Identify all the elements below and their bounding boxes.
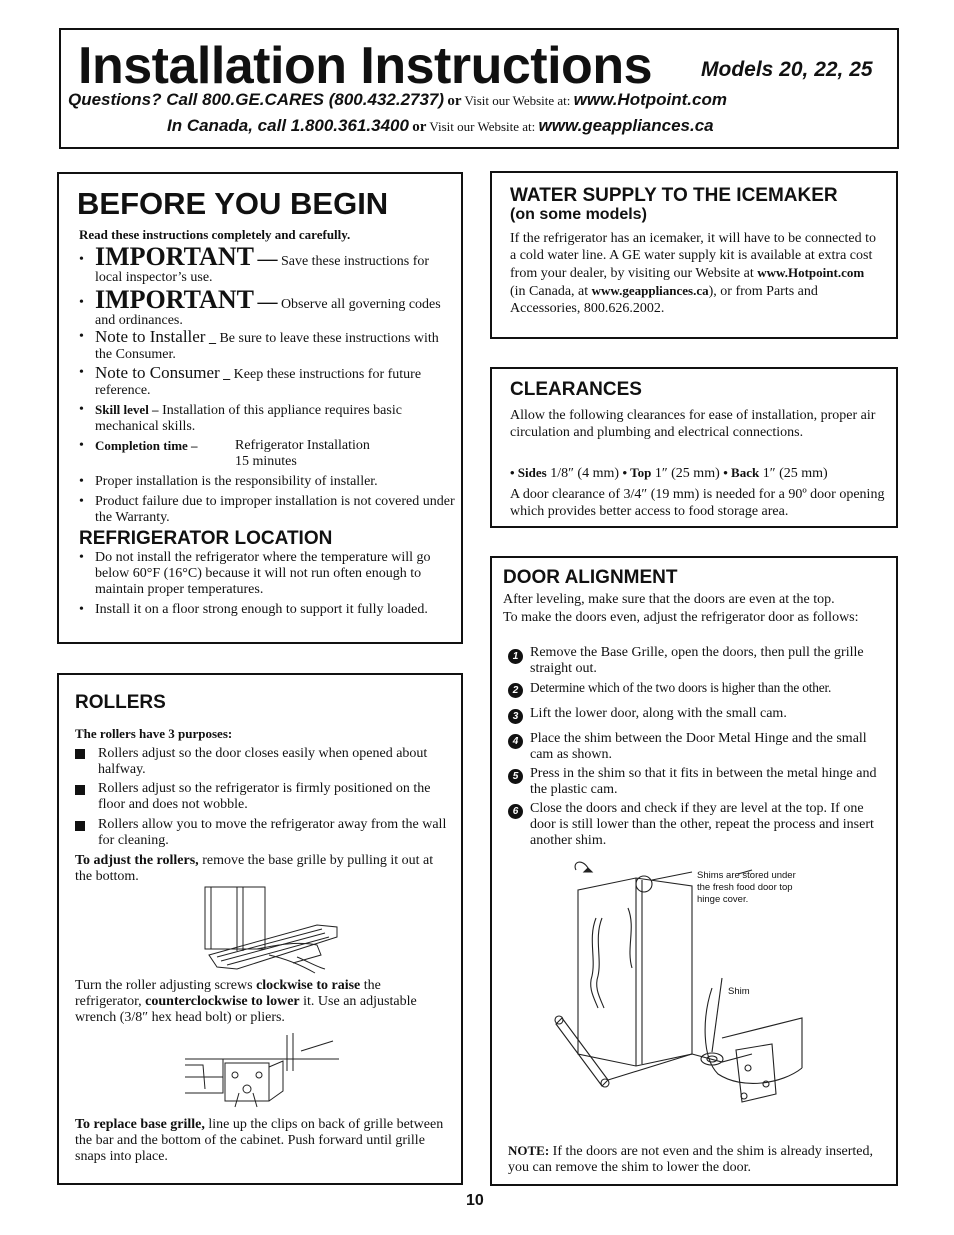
important-item-1: • IMPORTANT — Save these instructions for local inspector’s use. [79,242,430,285]
hotpoint-link[interactable]: www.Hotpoint.com [573,90,727,109]
visit-text: Visit our Website at: [429,119,536,134]
door-step-3: Lift the lower door, along with the small cam. [530,706,787,721]
clearance-values [510,465,828,482]
important-label: IMPORTANT [95,242,254,271]
adjust-label: To adjust the rollers, [75,853,199,868]
door-alignment-box [490,556,898,1186]
roller-purpose-1: Rollers adjust so the door closes easily when opened about halfway. [98,746,428,777]
failure-text: Product failure due to improper installation is not covered under the Warranty. [95,494,455,525]
water-title: WATER SUPPLY TO THE ICEMAKER [510,185,838,206]
water-supply-box [490,171,898,339]
page-title: Installation Instructions [78,37,652,95]
skill-label: Skill level – [95,402,159,417]
turn-text-2: the refrigerator, [75,978,381,1009]
product-failure: • Product failure due to improper installation is not covered under the Warranty. [79,494,455,525]
roller-adjust-screws-text [75,978,445,1026]
turn-text-1: Turn the roller adjusting screws [75,978,253,993]
visit-text: Visit our Website at: [464,93,571,108]
or-text: or [447,93,462,109]
sides-value: 1/8″ (4 mm) [550,466,620,481]
canada-phone: In Canada, call 1.800.361.3400 [167,116,409,135]
location-title: REFRIGERATOR LOCATION [79,528,333,549]
sides-label: • Sides [510,465,547,480]
door-intro-1: After leveling, make sure that the doors are even at the top. [503,592,835,607]
completion-label: Completion time – [95,438,198,453]
clearances-box [490,367,898,528]
page-number: 10 [466,1192,484,1209]
rollers-box [57,673,463,1185]
note-label: NOTE: [508,1143,550,1158]
shim-callout: Shim [728,986,750,997]
base-grille-illustration [197,885,347,975]
models-label: Models 20, 22, 25 [701,58,873,81]
clockwise-label: clockwise to raise [256,978,361,993]
installer-label: Note to Installer [95,327,206,346]
installer-text: Be sure to leave these instructions with the Consumer. [95,331,439,362]
door-step-1: Remove the Base Grille, open the doors, then pull the grille straight out. [530,645,864,676]
step-number-icon: 5 [508,769,523,784]
section-title: BEFORE YOU BEGIN [77,186,389,221]
or-text: or [412,119,427,135]
back-label: • Back [723,465,760,480]
door-note [508,1143,894,1176]
adjust-text: remove the base grille by pulling it out at the bottom. [75,853,434,884]
completion-text-1: Refrigerator Installation [235,438,370,453]
water-subtitle: (on some models) [510,206,647,223]
water-text-1: If the refrigerator has an icemaker, it will have to be connected to a cold water line. A GE water supply kit is available at extra cost from your dealer, by visiting our Website at [510,231,876,281]
rollers-title: ROLLERS [75,692,166,713]
completion-time: • Completion time – Refrigerator Installation 15 minutes [79,438,370,469]
top-value: 1″ (25 mm) [654,466,720,481]
important-text: Observe all governing codes and ordinances. [95,297,441,328]
read-instructions: Read these instructions completely and carefully. [79,227,351,242]
note-installer: • Note to Installer _ Be sure to leave these instructions with the Consumer. [79,327,439,362]
contact-line-us [68,90,727,110]
door-intro-2: To make the doors even, adjust the refrigerator door as follows: [503,610,859,625]
location-text-2: Install it on a floor strong enough to support it fully loaded. [95,602,428,617]
step-number-icon: 2 [508,683,523,698]
rollers-purposes: The rollers have 3 purposes: [75,726,233,741]
shims-stored-callout: Shims are stored under the fresh food door top hinge cover. [697,870,796,905]
adjust-rollers-text [75,853,445,885]
contact-line-canada [167,116,714,136]
consumer-text: Keep these instructions for future reference. [95,367,422,398]
replace-label: To replace base grille, [75,1117,205,1132]
water-text-2: (in Canada, at [510,284,589,299]
completion-text-2: 15 minutes [235,454,297,469]
square-bullet-icon [75,821,85,831]
replace-text: line up the clips on back of grille between the bar and the bottom of the cabinet. Push forward until grille snaps into place. [75,1117,444,1164]
water-text [510,230,880,317]
turn-text-3: it. Use an adjustable wrench (3/8″ hex head bolt) or pliers. [75,994,417,1025]
door-clearance-text: A door clearance of 3/4″ (19 mm) is needed for a 90º door opening which provides better access to food storage area. [510,487,885,519]
proper-text: Proper installation is the responsibility of installer. [95,474,378,489]
step-number-icon: 1 [508,649,523,664]
step-number-icon: 3 [508,709,523,724]
note-consumer: • Note to Consumer _ Keep these instructions for future reference. [79,363,422,398]
important-text: Save these instructions for local inspector’s use. [95,254,430,285]
important-item-2: • IMPORTANT — Observe all governing codes and ordinances. [79,285,441,328]
before-you-begin-box [57,172,463,644]
roller-screw-illustration [183,1031,343,1109]
step-number-icon: 6 [508,804,523,819]
step-number-icon: 4 [508,734,523,749]
location-text-1: Do not install the refrigerator where the temperature will go below 60°F (16°C) because it will not run often enough to maintain proper temperatures. [95,550,431,597]
consumer-label: Note to Consumer [95,363,220,382]
proper-installation: • Proper installation is the responsibility of installer. [79,474,455,490]
clearances-text: Allow the following clearances for ease of installation, proper air circulation and plumbing and electrical connections. [510,408,876,440]
water-text-3: ), or from Parts and Accessories, 800.626.2002. [510,284,818,316]
header-box [59,28,899,149]
roller-purpose-2: Rollers adjust so the refrigerator is firmly positioned on the floor and does not wobble. [98,781,431,812]
top-label: • Top [622,465,652,480]
back-value: 1″ (25 mm) [762,466,828,481]
door-step-4: Place the shim between the Door Metal Hinge and the small cam as shown. [530,731,867,762]
geappliances-link[interactable]: www.geappliances.ca [538,116,714,135]
replace-grille-text [75,1117,449,1165]
counterclockwise-label: counterclockwise to lower [145,994,300,1009]
skill-text: Installation of this appliance requires basic mechanical skills. [95,403,402,434]
important-label: IMPORTANT [95,285,254,314]
location-item-1: • Do not install the refrigerator where the temperature will go below 60°F (16°C) because it will not run often enough to maintain proper temperatures. [79,550,455,598]
door-step-2: Determine which of the two doors is higher than the other. [530,680,832,695]
square-bullet-icon [75,749,85,759]
skill-level: • Skill level – Installation of this appliance requires basic mechanical skills. [79,402,402,434]
clearances-title: CLEARANCES [510,379,642,400]
questions-phone: Questions? Call 800.GE.CARES (800.432.2737) [68,90,445,109]
geappliances-link[interactable]: www.geappliances.ca [591,283,709,298]
note-text: If the doors are not even and the shim is already inserted, you can remove the shim to lower the door. [508,1144,874,1175]
square-bullet-icon [75,785,85,795]
door-step-6: Close the doors and check if they are level at the top. If one door is still lower than the other, repeat the process and insert another shim. [530,801,874,848]
door-title: DOOR ALIGNMENT [503,567,678,588]
door-step-5: Press in the shim so that it fits in between the metal hinge and the plastic cam. [530,766,877,797]
location-item-2: • Install it on a floor strong enough to support it fully loaded. [79,602,455,618]
roller-purpose-3: Rollers allow you to move the refrigerator away from the wall for cleaning. [98,817,447,848]
hotpoint-link[interactable]: www.Hotpoint.com [757,265,865,280]
